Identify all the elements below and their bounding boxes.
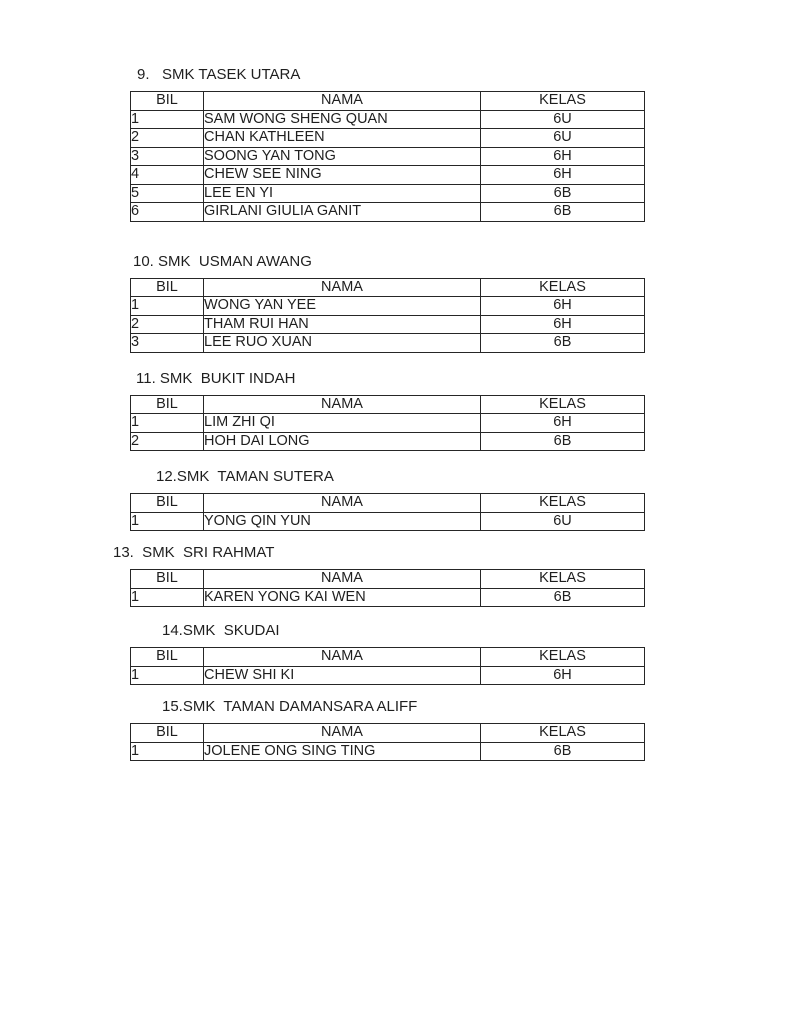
col-header-kelas: KELAS <box>481 278 645 297</box>
class-cell: 6U <box>481 129 645 148</box>
section-heading: 15.SMK TAMAN DAMANSARA ALIFF <box>162 698 418 715</box>
class-cell: 6H <box>481 414 645 433</box>
bil-cell: 6 <box>131 203 204 222</box>
col-header-nama: NAMA <box>204 92 481 111</box>
name-cell: SAM WONG SHENG QUAN <box>204 110 481 129</box>
table-header-row <box>131 395 645 414</box>
class-cell: 6B <box>481 203 645 222</box>
student-rows <box>131 588 645 607</box>
school-section <box>0 66 791 222</box>
student-rows <box>131 742 645 761</box>
col-header-nama: NAMA <box>204 395 481 414</box>
col-header-bil: BIL <box>131 494 204 513</box>
student-row <box>131 129 645 148</box>
col-header-bil: BIL <box>131 395 204 414</box>
name-cell: HOH DAI LONG <box>204 432 481 451</box>
class-cell: 6B <box>481 742 645 761</box>
student-row <box>131 297 645 316</box>
name-cell: LIM ZHI QI <box>204 414 481 433</box>
section-heading: 9. SMK TASEK UTARA <box>137 66 301 83</box>
name-cell: CHEW SEE NING <box>204 166 481 185</box>
name-cell: KAREN YONG KAI WEN <box>204 588 481 607</box>
name-cell: WONG YAN YEE <box>204 297 481 316</box>
col-header-nama: NAMA <box>204 570 481 589</box>
table-header-row <box>131 648 645 667</box>
student-table <box>130 278 645 353</box>
col-header-kelas: KELAS <box>481 724 645 743</box>
col-header-kelas: KELAS <box>481 570 645 589</box>
bil-cell: 1 <box>131 512 204 531</box>
col-header-bil: BIL <box>131 724 204 743</box>
student-rows <box>131 666 645 685</box>
bil-cell: 4 <box>131 166 204 185</box>
class-cell: 6H <box>481 297 645 316</box>
student-row <box>131 512 645 531</box>
name-cell: SOONG YAN TONG <box>204 147 481 166</box>
section-heading: 12.SMK TAMAN SUTERA <box>156 468 334 485</box>
student-row <box>131 315 645 334</box>
student-table <box>130 493 645 531</box>
class-cell: 6U <box>481 512 645 531</box>
table-header-row <box>131 494 645 513</box>
student-row <box>131 203 645 222</box>
student-table <box>130 723 645 761</box>
col-header-kelas: KELAS <box>481 648 645 667</box>
col-header-nama: NAMA <box>204 724 481 743</box>
student-row <box>131 166 645 185</box>
name-cell: CHEW SHI KI <box>204 666 481 685</box>
col-header-bil: BIL <box>131 92 204 111</box>
table-header-row <box>131 570 645 589</box>
school-section <box>0 370 791 452</box>
table-header-row <box>131 724 645 743</box>
student-row <box>131 110 645 129</box>
student-rows <box>131 297 645 353</box>
name-cell: LEE RUO XUAN <box>204 334 481 353</box>
class-cell: 6B <box>481 432 645 451</box>
name-cell: LEE EN YI <box>204 184 481 203</box>
name-cell: THAM RUI HAN <box>204 315 481 334</box>
student-table <box>130 395 645 452</box>
name-cell: CHAN KATHLEEN <box>204 129 481 148</box>
student-rows <box>131 110 645 221</box>
class-cell: 6U <box>481 110 645 129</box>
col-header-kelas: KELAS <box>481 395 645 414</box>
col-header-bil: BIL <box>131 648 204 667</box>
section-heading: 10. SMK USMAN AWANG <box>133 252 312 270</box>
bil-cell: 3 <box>131 334 204 353</box>
class-cell: 6H <box>481 147 645 166</box>
bil-cell: 2 <box>131 432 204 451</box>
bil-cell: 2 <box>131 315 204 334</box>
student-rows <box>131 512 645 531</box>
student-table <box>130 647 645 685</box>
student-row <box>131 432 645 451</box>
class-cell: 6B <box>481 184 645 203</box>
student-table <box>130 91 645 222</box>
table-header-row <box>131 92 645 111</box>
bil-cell: 1 <box>131 110 204 129</box>
bil-cell: 1 <box>131 297 204 316</box>
student-row <box>131 334 645 353</box>
name-cell: GIRLANI GIULIA GANIT <box>204 203 481 222</box>
student-table <box>130 569 645 607</box>
class-cell: 6B <box>481 334 645 353</box>
col-header-kelas: KELAS <box>481 92 645 111</box>
bil-cell: 2 <box>131 129 204 148</box>
section-heading: 13. SMK SRI RAHMAT <box>113 544 275 561</box>
table-header-row <box>131 278 645 297</box>
school-section <box>0 698 791 761</box>
bil-cell: 1 <box>131 742 204 761</box>
class-cell: 6B <box>481 588 645 607</box>
col-header-bil: BIL <box>131 570 204 589</box>
name-cell: JOLENE ONG SING TING <box>204 742 481 761</box>
class-cell: 6H <box>481 666 645 685</box>
bil-cell: 1 <box>131 414 204 433</box>
class-cell: 6H <box>481 166 645 185</box>
school-section <box>0 468 791 531</box>
col-header-bil: BIL <box>131 278 204 297</box>
col-header-nama: NAMA <box>204 494 481 513</box>
col-header-nama: NAMA <box>204 648 481 667</box>
student-row <box>131 184 645 203</box>
student-row <box>131 147 645 166</box>
student-row <box>131 588 645 607</box>
school-roster-list <box>0 66 791 761</box>
school-section <box>0 622 791 685</box>
bil-cell: 3 <box>131 147 204 166</box>
section-heading: 11. SMK BUKIT INDAH <box>136 369 296 387</box>
col-header-nama: NAMA <box>204 278 481 297</box>
student-rows <box>131 414 645 451</box>
class-cell: 6H <box>481 315 645 334</box>
name-cell: YONG QIN YUN <box>204 512 481 531</box>
student-row <box>131 414 645 433</box>
school-section <box>0 544 791 607</box>
school-section <box>0 253 791 353</box>
bil-cell: 1 <box>131 666 204 685</box>
student-row <box>131 666 645 685</box>
section-heading: 14.SMK SKUDAI <box>162 622 280 639</box>
col-header-kelas: KELAS <box>481 494 645 513</box>
student-row <box>131 742 645 761</box>
bil-cell: 5 <box>131 184 204 203</box>
bil-cell: 1 <box>131 588 204 607</box>
